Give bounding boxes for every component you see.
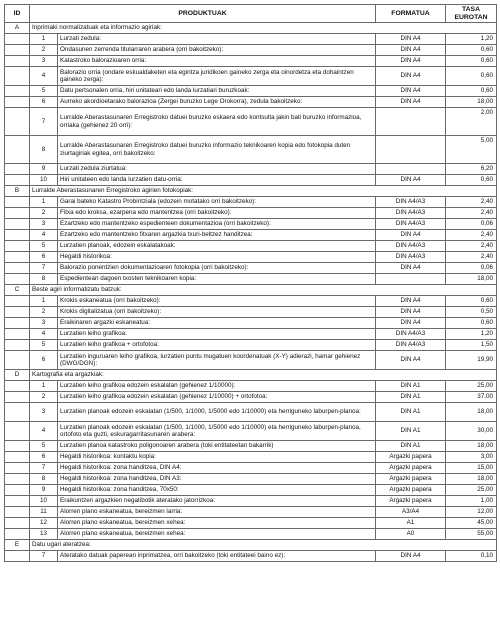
header-fee-line1: TASA <box>462 6 480 14</box>
row-fee: 0,60 <box>446 56 497 67</box>
header-row <box>5 5 497 23</box>
row-fee: 18,00 <box>446 474 497 485</box>
row-description: Krokis eskaneatua (orri bakoitzeko): <box>58 296 376 307</box>
id-cell <box>5 496 30 507</box>
row-description: Eraikuntzen argazkien negatibotik ateratako jatorrizkoa: <box>58 496 376 507</box>
section-id: C <box>5 285 30 296</box>
table-row <box>5 496 497 507</box>
row-description: Ondasunen zerrenda titularraren arabera (orri bakoitzeko): <box>58 45 376 56</box>
row-format: DIN A4 <box>376 45 446 56</box>
row-description: Hegaldi historikoa: zona handitzea, DIN A3: <box>58 474 376 485</box>
table-row <box>5 197 497 208</box>
id-cell <box>5 296 30 307</box>
row-number: 1 <box>30 381 58 392</box>
table-row <box>5 529 497 540</box>
row-format: DIN A4/A3 <box>376 208 446 219</box>
id-cell <box>5 219 30 230</box>
row-description: Alorren plano eskaneatua, bereizmen larria: <box>58 507 376 518</box>
row-description: Lurzatien leiho grafikoa edozein eskalatan (gehienez 1/10000) + ortofotoa: <box>58 392 376 403</box>
section-id: D <box>5 370 30 381</box>
row-description: Lurzatien planoak edozein eskalatan (1/500, 1/1000, 1/5000 edo 1/10000) eta herriguneko laburpen-planoa: <box>58 403 376 422</box>
row-number: 3 <box>30 219 58 230</box>
row-number: 6 <box>30 351 58 370</box>
table-row <box>5 274 497 285</box>
id-cell <box>5 507 30 518</box>
row-number: 3 <box>30 318 58 329</box>
row-format: DIN A4/A3 <box>376 197 446 208</box>
row-description: Hegaldi historikoa: zona handitzea, DIN A4: <box>58 463 376 474</box>
row-format <box>376 274 446 285</box>
id-cell <box>5 485 30 496</box>
table-row <box>5 381 497 392</box>
row-fee: 0,60 <box>446 296 497 307</box>
row-description: Hegaldi historikoa: <box>58 252 376 263</box>
section-id: B <box>5 186 30 197</box>
table-row <box>5 307 497 318</box>
fee-table-body <box>5 23 497 562</box>
table-row <box>5 263 497 274</box>
section-title: Datu ugari ateratzea: <box>30 540 497 551</box>
row-description: Balorazio orria (ondare eskualdaketen eta egintza juridikoen gaineko zerga eta oinordetza eta dohaintzen gaineko zerga): <box>58 67 376 86</box>
id-cell <box>5 45 30 56</box>
row-number: 10 <box>30 175 58 186</box>
row-number: 13 <box>30 529 58 540</box>
id-cell <box>5 164 30 175</box>
row-description: Krokis digitalizatua (orri bakoitzeko): <box>58 307 376 318</box>
row-format: DIN A4 <box>376 318 446 329</box>
id-cell <box>5 197 30 208</box>
table-row <box>5 86 497 97</box>
row-number: 7 <box>30 463 58 474</box>
row-description: Lurzatien leiho grafikoa edozein eskalatan (gehienez 1/10000): <box>58 381 376 392</box>
table-row <box>5 474 497 485</box>
table-row <box>5 208 497 219</box>
table-row <box>5 551 497 562</box>
row-number: 7 <box>30 263 58 274</box>
row-fee: 2,40 <box>446 241 497 252</box>
id-cell <box>5 529 30 540</box>
row-fee: 2,40 <box>446 197 497 208</box>
row-format: DIN A4 <box>376 296 446 307</box>
id-cell <box>5 340 30 351</box>
id-cell <box>5 263 30 274</box>
row-number: 9 <box>30 164 58 175</box>
row-format: DIN A4 <box>376 230 446 241</box>
row-number: 1 <box>30 296 58 307</box>
row-fee: 55,00 <box>446 529 497 540</box>
row-fee: 0,60 <box>446 45 497 56</box>
section-id: A <box>5 23 30 34</box>
row-fee: 0,06 <box>446 263 497 274</box>
section-title: Kartografia eta argazkiak: <box>30 370 497 381</box>
table-row <box>5 164 497 175</box>
row-format <box>376 108 446 136</box>
section-row <box>5 285 497 296</box>
row-format: DIN A4/A3 <box>376 219 446 230</box>
row-fee: 0,50 <box>446 307 497 318</box>
table-row <box>5 318 497 329</box>
row-format: DIN A4/A3 <box>376 252 446 263</box>
row-fee: 25,00 <box>446 381 497 392</box>
row-description: Lurzatien leiho grafikoa + ortofotoa: <box>58 340 376 351</box>
row-format: Argazki papera <box>376 474 446 485</box>
row-format: DIN A4 <box>376 56 446 67</box>
table-row <box>5 392 497 403</box>
row-number: 11 <box>30 507 58 518</box>
id-cell <box>5 307 30 318</box>
header-fee <box>446 5 497 23</box>
row-format <box>376 164 446 175</box>
row-description: Katastroko balorazioaren orria: <box>58 56 376 67</box>
row-description: Hegaldi historikoa: zona handitzea, 70x50: <box>58 485 376 496</box>
section-row <box>5 540 497 551</box>
header-fee-line2: EUROTAN <box>454 14 488 21</box>
row-number: 1 <box>30 34 58 45</box>
row-number: 7 <box>30 551 58 562</box>
id-cell <box>5 56 30 67</box>
table-row <box>5 403 497 422</box>
row-number: 2 <box>30 45 58 56</box>
row-fee: 18,00 <box>446 441 497 452</box>
table-row <box>5 441 497 452</box>
id-cell <box>5 463 30 474</box>
table-row <box>5 219 497 230</box>
section-title: Inprimaki normalizatuak eta informazio agiriak: <box>30 23 497 34</box>
section-row <box>5 370 497 381</box>
id-cell <box>5 67 30 86</box>
table-row <box>5 97 497 108</box>
table-row <box>5 518 497 529</box>
table-row <box>5 463 497 474</box>
row-description: Lurzatien inguruaren leiho grafikoa, lurzatien puntu mugatuen koordenatuak (X-Y) adierazi, hamar gehienez (DWG/DGN): <box>58 351 376 370</box>
row-fee: 15,00 <box>446 463 497 474</box>
row-description: Ezartzeko edo mantentzeko espedienteen dokumentazioa (orri bakoitzeko): <box>58 219 376 230</box>
row-fee: 30,00 <box>446 422 497 441</box>
row-number: 6 <box>30 97 58 108</box>
row-description: Alorren plano eskaneatua, bereizmen xehea: <box>58 529 376 540</box>
row-format: A3/A4 <box>376 507 446 518</box>
table-row <box>5 329 497 340</box>
row-description: Fitxa edo kroksa, ezarpena edo mantentzea (orri bakoitzeko): <box>58 208 376 219</box>
header-format: FORMATUA <box>376 5 446 23</box>
row-number: 3 <box>30 56 58 67</box>
row-description: Eraikinaren argazki eskaneatua: <box>58 318 376 329</box>
row-number: 5 <box>30 441 58 452</box>
table-row <box>5 452 497 463</box>
row-format: DIN A4 <box>376 34 446 45</box>
row-number: 6 <box>30 452 58 463</box>
id-cell <box>5 329 30 340</box>
id-cell <box>5 252 30 263</box>
row-fee: 2,40 <box>446 208 497 219</box>
id-cell <box>5 551 30 562</box>
row-description: Alorren plano eskaneatua, bereizmen xehea: <box>58 518 376 529</box>
row-fee: 37,00 <box>446 392 497 403</box>
row-description: Lurralde Aberastasunaren Erregistroko datuei buruzko informazio teknikoaren kopia edo fotokopia duten ziurtagiriak egitea, orri bakoitzeko: <box>58 136 376 164</box>
row-fee: 2,40 <box>446 230 497 241</box>
row-fee: 0,60 <box>446 67 497 86</box>
row-description: Ateratako datuak paperean inprimatzea, orri bakoitzeko (toki entitateei baino ez): <box>58 551 376 562</box>
id-cell <box>5 136 30 164</box>
table-row <box>5 340 497 351</box>
table-row <box>5 422 497 441</box>
row-number: 2 <box>30 392 58 403</box>
id-cell <box>5 403 30 422</box>
row-description: Espedientean dagoen txosten teknikoaren kopia: <box>58 274 376 285</box>
row-number: 4 <box>30 230 58 241</box>
row-fee: 0,06 <box>446 219 497 230</box>
row-fee: 2,40 <box>446 252 497 263</box>
row-number: 1 <box>30 197 58 208</box>
row-number: 7 <box>30 108 58 136</box>
table-row <box>5 56 497 67</box>
row-number: 10 <box>30 496 58 507</box>
row-format: Argazki papera <box>376 452 446 463</box>
id-cell <box>5 318 30 329</box>
id-cell <box>5 351 30 370</box>
row-format: DIN A4 <box>376 67 446 86</box>
row-format: DIN A4 <box>376 307 446 318</box>
row-fee: 0,10 <box>446 551 497 562</box>
row-fee: 3,00 <box>446 452 497 463</box>
row-fee: 18,00 <box>446 274 497 285</box>
section-row <box>5 186 497 197</box>
row-description: Lurralde Aberastasunaren Erregistroko datuei buruzko eskaera edo kontsulta jakin bati buruzko informazioa, orriaka (gehienez 20 orri): <box>58 108 376 136</box>
row-fee: 0,60 <box>446 318 497 329</box>
row-format: A0 <box>376 529 446 540</box>
row-description: Aurreko akordioetarako balorazioa (Zergei buruzko Lege Orokorra), zedula bakoitzeko: <box>58 97 376 108</box>
row-number: 4 <box>30 422 58 441</box>
table-row <box>5 241 497 252</box>
row-number: 4 <box>30 329 58 340</box>
table-row <box>5 175 497 186</box>
row-fee: 18,00 <box>446 403 497 422</box>
id-cell <box>5 86 30 97</box>
table-row <box>5 252 497 263</box>
section-row <box>5 23 497 34</box>
table-row <box>5 45 497 56</box>
row-format: Argazki papera <box>376 496 446 507</box>
row-format: DIN A4/A3 <box>376 329 446 340</box>
row-fee: 6,20 <box>446 164 497 175</box>
table-row <box>5 485 497 496</box>
row-description: Garai bateko Katastro Probintziala (edozein motatako orri bakoitzeko): <box>58 197 376 208</box>
id-cell <box>5 34 30 45</box>
row-fee: 19,90 <box>446 351 497 370</box>
row-fee: 5,00 <box>446 136 497 164</box>
table-row <box>5 108 497 136</box>
row-description: Lurzatien planoak edozein eskalatan (1/500, 1/1000, 1/5000 edo 1/10000) eta herriguneko laburpen-planoa, ortofoto eta guzti, eskuragarritasunaren arabera: <box>58 422 376 441</box>
row-description: Lurzati zedula: <box>58 34 376 45</box>
row-format: DIN A4 <box>376 551 446 562</box>
row-format: DIN A4 <box>376 86 446 97</box>
row-format: DIN A1 <box>376 381 446 392</box>
table-row <box>5 67 497 86</box>
row-number: 5 <box>30 340 58 351</box>
row-format: A1 <box>376 518 446 529</box>
row-format: Argazki papera <box>376 463 446 474</box>
row-number: 8 <box>30 136 58 164</box>
row-fee: 18,00 <box>446 97 497 108</box>
row-number: 5 <box>30 241 58 252</box>
row-format: DIN A4 <box>376 175 446 186</box>
row-format: DIN A1 <box>376 441 446 452</box>
row-fee: 12,00 <box>446 507 497 518</box>
section-title: Lurralde Aberastasunaren Erregistroko agirien fotokopiak: <box>30 186 497 197</box>
row-number: 8 <box>30 274 58 285</box>
row-number: 12 <box>30 518 58 529</box>
row-fee: 1,00 <box>446 496 497 507</box>
row-description: Hegaldi historikoa: kontaktu kopia: <box>58 452 376 463</box>
row-format: DIN A4 <box>376 351 446 370</box>
row-fee: 2,00 <box>446 108 497 136</box>
id-cell <box>5 381 30 392</box>
row-number: 9 <box>30 485 58 496</box>
id-cell <box>5 422 30 441</box>
row-number: 4 <box>30 67 58 86</box>
table-row <box>5 296 497 307</box>
row-format: DIN A1 <box>376 403 446 422</box>
table-row <box>5 507 497 518</box>
row-format <box>376 136 446 164</box>
row-description: Lurzati zedula ziurtatua: <box>58 164 376 175</box>
row-fee: 0,60 <box>446 175 497 186</box>
row-number: 5 <box>30 86 58 97</box>
row-format: DIN A4 <box>376 263 446 274</box>
row-format: DIN A4 <box>376 97 446 108</box>
id-cell <box>5 474 30 485</box>
id-cell <box>5 392 30 403</box>
row-number: 8 <box>30 474 58 485</box>
row-description: Hiri unitateen edo landa lurzatien datu-orria: <box>58 175 376 186</box>
section-title: Beste agiri informatizatu batzuk: <box>30 285 497 296</box>
row-description: Lurzatien planoak, edozein eskalatakoak: <box>58 241 376 252</box>
id-cell <box>5 208 30 219</box>
id-cell <box>5 97 30 108</box>
id-cell <box>5 441 30 452</box>
row-format: DIN A1 <box>376 422 446 441</box>
row-format: DIN A4/A3 <box>376 340 446 351</box>
row-fee: 1,50 <box>446 340 497 351</box>
row-description: Datu pertsonalen orria, hiri unitateari edo landa lurzatiari buruzkoak: <box>58 86 376 97</box>
id-cell <box>5 108 30 136</box>
table-row <box>5 230 497 241</box>
id-cell <box>5 175 30 186</box>
row-description: Ezartzeko edo mantentzeko fitxaren argazkia txuri-beltzez handitzea: <box>58 230 376 241</box>
row-fee: 25,00 <box>446 485 497 496</box>
row-fee: 45,00 <box>446 518 497 529</box>
header-product: PRODUKTUAK <box>30 5 376 23</box>
row-description: Lurzatien leiho grafikoa: <box>58 329 376 340</box>
row-format: Argazki papera <box>376 485 446 496</box>
row-number: 6 <box>30 252 58 263</box>
row-format: DIN A4/A3 <box>376 241 446 252</box>
row-number: 2 <box>30 208 58 219</box>
id-cell <box>5 230 30 241</box>
row-description: Lurzatien planoa katastroko poligonoaren arabera (toki entitateetan bakarrik) <box>58 441 376 452</box>
fee-table <box>4 4 497 562</box>
table-row <box>5 136 497 164</box>
table-row <box>5 351 497 370</box>
row-number: 2 <box>30 307 58 318</box>
row-fee: 0,60 <box>446 86 497 97</box>
header-id: ID <box>5 5 30 23</box>
row-fee: 1,20 <box>446 329 497 340</box>
section-id: E <box>5 540 30 551</box>
row-description: Balorazio ponentzien dokumentazioaren fotokopia (orri bakoitzeko): <box>58 263 376 274</box>
id-cell <box>5 274 30 285</box>
table-row <box>5 34 497 45</box>
id-cell <box>5 518 30 529</box>
row-number: 3 <box>30 403 58 422</box>
row-fee: 1,20 <box>446 34 497 45</box>
id-cell <box>5 241 30 252</box>
id-cell <box>5 452 30 463</box>
row-format: DIN A1 <box>376 392 446 403</box>
